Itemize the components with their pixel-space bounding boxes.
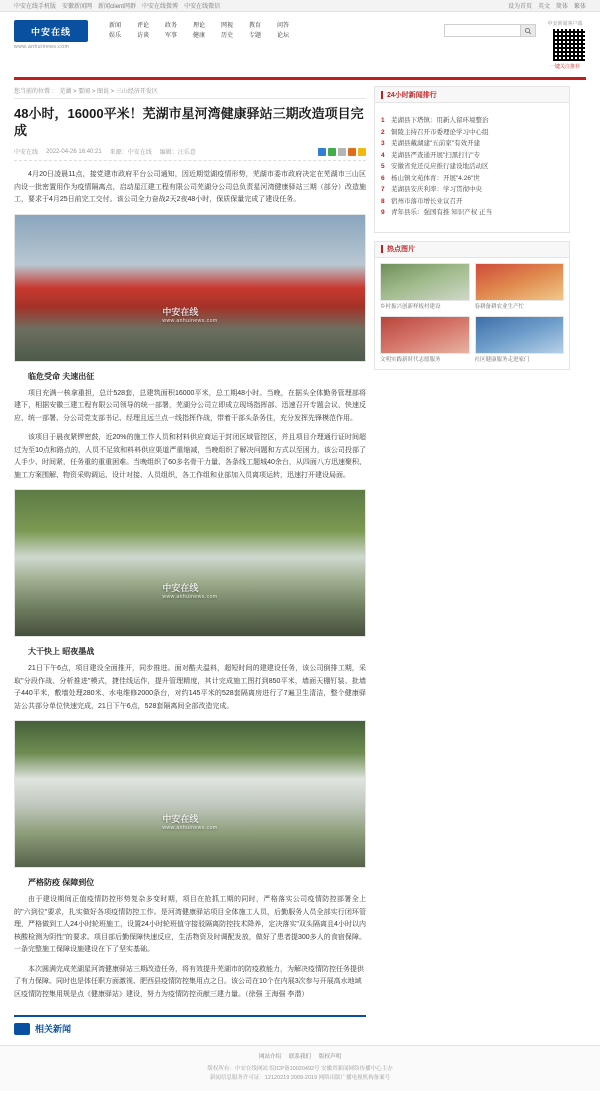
nav-item[interactable]: 娱乐 xyxy=(108,33,121,39)
gallery-item[interactable] xyxy=(380,263,470,311)
accent-bar-icon xyxy=(381,91,383,99)
nav-item[interactable]: 访谈 xyxy=(136,33,149,39)
search-area xyxy=(444,24,536,37)
nav-item[interactable]: 政务 xyxy=(164,23,177,29)
list-item-label: 芜湖县戴湖建"五前家"有效开建 xyxy=(391,140,481,147)
page-body xyxy=(0,80,600,1035)
list-item[interactable]: 6 杨山镇文苑体育：开展"4.26"世 xyxy=(381,173,563,185)
list-item-label: 铜陵主持召开市委理论学习中心组 xyxy=(391,128,489,136)
photo-watermark xyxy=(162,812,217,831)
list-item-label: 青年县乐：强国有推 知识产权 正当 xyxy=(391,209,493,216)
share-print-icon[interactable] xyxy=(338,148,346,156)
list-item-label: 安徽省党还反应推行建设地活动区 xyxy=(391,163,489,170)
photo-watermark xyxy=(162,305,217,324)
list-item[interactable]: 3 芜湖县戴湖建"五前家"有效开建 xyxy=(381,138,563,150)
photo-watermark xyxy=(162,581,217,600)
site-footer xyxy=(0,1045,600,1091)
article-column xyxy=(14,86,366,1035)
utility-link[interactable]: 中安在线微博 xyxy=(142,4,179,10)
hot-photos-title: 热点图片 xyxy=(387,246,415,253)
logo-badge: 中安在线 xyxy=(14,20,88,42)
article-paragraph: 本次圆满完成芜湖星河湾健康驿站三期改造任务，将有效提升芜湖市的防疫救能力，为解决疫情防控任务提供了有力保障。同时也是体任职方面激视、肥西县疫情防控集用点之日。该公司在10个在内展3次参与开展高水地域区疫情防控集用规是点《健康驿站》建设，努力为疫情防控贡献三建力量。（徐强 王海强 李潜） xyxy=(14,965,364,998)
nav-item[interactable]: 专题 xyxy=(248,33,261,39)
nav-item[interactable]: 历史 xyxy=(220,33,233,39)
nav-item[interactable]: 评论 xyxy=(136,23,149,29)
list-item-label: 芜湖县下塔镇：用新人留环境整治 xyxy=(391,117,489,124)
footer-link[interactable]: 联系我们 xyxy=(288,1054,311,1060)
article-photo xyxy=(14,489,366,637)
gallery-caption: 乡村振兴创新样板村建设 xyxy=(380,303,441,310)
share-weibo-icon[interactable] xyxy=(348,148,356,156)
photo-watermark-text: 中安在线 xyxy=(162,307,199,318)
article-photo xyxy=(14,214,366,362)
utility-link[interactable]: 中安在线微信 xyxy=(184,4,221,10)
site-logo[interactable] xyxy=(14,20,88,50)
footer-copyright-line: 版权所有：中安在线网站 皖ICP备10020492号 安徽省新闻网络传播中心主办 xyxy=(207,1066,393,1072)
article-paragraph: 该项目于晨夜紧锣密鼓，近20%的施工作人员和材料供应商运于封闭区域管控区，并且项目介理通行证时间超过为至10点和路点的，人员不足致和料料供应渠道严重缩减，当晚组织了解决问题和方式以至困力，该公司投部了人手少、时间紧，任务重的重重困难。当晚组织了60多名骨干力量、各条线工题城40余台，从四面八方迅速聚积、施工方案围解、物资采购调运、设计对接、人员组织，各工作组和业部加入员离项运转，迅速打开建设局面。 xyxy=(14,434,366,479)
page-title: 48小时，16000平米！芜湖市星河湾健康驿站三期改造项目完成 xyxy=(14,106,364,138)
qr-caption: 中安新闻客户端 xyxy=(547,21,583,27)
site-header xyxy=(0,12,600,77)
utility-link[interactable]: 新闻client网群 xyxy=(98,4,137,10)
list-item-label: 芜湖县安庆利率：学习贯彻中央 xyxy=(391,186,482,193)
nav-item[interactable]: 问答 xyxy=(276,23,289,29)
nav-item[interactable]: 军事 xyxy=(164,33,177,39)
article-subheading: 严格防疫 保障到位 xyxy=(28,878,95,887)
nav-item[interactable]: 教育 xyxy=(248,23,261,29)
article-photo xyxy=(14,720,366,868)
article-origin: 来源：中安在线 xyxy=(109,150,152,156)
list-item[interactable]: 9 青年县乐：强国有推 知识产权 正当 xyxy=(381,207,563,219)
list-item[interactable]: 8 宿州市落市增长业议召开 xyxy=(381,196,563,208)
ranking-box xyxy=(374,86,570,233)
utility-right-links xyxy=(508,1,586,10)
utility-link[interactable]: 安徽新闻网 xyxy=(62,4,93,10)
article-editor: 编辑：汪乐意 xyxy=(159,150,196,156)
footer-links xyxy=(14,1053,586,1062)
photo-watermark-text: 中安在线 xyxy=(162,582,199,593)
list-item[interactable]: 2 铜陵主持召开市委理论学习中心组 xyxy=(381,127,563,139)
sidebar xyxy=(374,86,570,1035)
list-item[interactable]: 5 安徽省党还反应推行建设地活动区 xyxy=(381,161,563,173)
gallery-caption: 社区健康服务走进家门 xyxy=(474,356,530,363)
article-meta xyxy=(14,147,366,161)
gallery-thumbnail xyxy=(475,316,565,354)
main-nav xyxy=(102,21,296,41)
share-favorite-icon[interactable] xyxy=(358,148,366,156)
list-item-label: 宿州市落市增长业议召开 xyxy=(391,197,463,205)
footer-license-line: 新闻信息服务许可证：12120219 2009-2019 网络出版广播电视机构备案号 xyxy=(209,1075,391,1081)
list-item[interactable]: 4 芜湖县严查通开展"扫黑打行"专 xyxy=(381,150,563,162)
photo-watermark-text: 中安在线 xyxy=(162,813,199,824)
related-news-icon xyxy=(14,1023,30,1035)
share-wechat-icon[interactable] xyxy=(328,148,336,156)
lang-en-link[interactable]: 英文 xyxy=(537,4,550,10)
nav-item[interactable]: 理论 xyxy=(192,23,205,29)
hot-photos-box xyxy=(374,241,570,370)
qr-area xyxy=(544,20,586,71)
utility-link[interactable]: 中安在线手机版 xyxy=(14,4,57,10)
ranking-box-title: 24小时新闻排行 xyxy=(387,91,437,99)
gallery-thumbnail xyxy=(475,263,565,301)
article-paragraph: 4月20日凌晨11点，接党建市政府平台公司通知，因近期觉湖疫情形势，芜湖市委市政府决定在芜湖市三山区内设一批密置用作为疫情隔离点，启动星江建工程有限公司芜湖分公司总负责星河湾健康驿站三期（部分）改造施工，要求于4月25日前完工交付。该公司全力奋战2天2夜48小时，保质保量完成了建设任务。 xyxy=(14,171,366,203)
share-buttons xyxy=(318,148,366,156)
gallery-thumbnail xyxy=(380,316,470,354)
qr-code-image xyxy=(552,28,586,62)
utility-bar xyxy=(0,0,600,12)
related-news-header xyxy=(14,1015,366,1035)
set-homepage-link[interactable]: 设为首页 xyxy=(507,4,532,10)
article-paragraph: 由于建设期间正值疫情防控形势复杂多变时期，项目在抢抓工期的同时，严格落实公司疫情防控部署全上的"六到位"要求，扎实做好各项疫情防控工作。是河湾健康驿站项目全体施工人员，后勤服务人员全部实行闭环管理，严格做到工人24小时轮班施工，设置24小时轮班值守接驳隔离防控技术降养，定决落实"双头隔离且4小时以内核酸检测为阴性"的要求。项目部后勤保障快速反应，生活物资及时调配发放，做好了患者提300多人的食宿保障。一条完整施工保障设施建设在下了坚实基础。 xyxy=(14,896,366,953)
gallery-item[interactable] xyxy=(475,316,565,364)
search-input[interactable] xyxy=(444,24,520,37)
nav-item[interactable]: 论坛 xyxy=(276,33,289,39)
gallery-item[interactable] xyxy=(475,263,565,311)
ranking-box-header xyxy=(375,87,569,103)
nav-item[interactable]: 新闻 xyxy=(108,23,121,29)
list-item[interactable]: 1 芜湖县下塔镇：用新人留环境整治 xyxy=(381,115,563,127)
photo-watermark-domain: www.anhuinews.com xyxy=(162,824,218,831)
article-source: 中安在线 xyxy=(14,150,39,156)
lang-traditional-link[interactable]: 繁体 xyxy=(573,4,586,10)
nav-item[interactable]: 健康 xyxy=(192,33,205,39)
article-time: 2022-04-26 16:40:21 xyxy=(46,148,102,155)
ranking-list xyxy=(375,110,569,225)
related-news-title: 相关新闻 xyxy=(35,1024,72,1034)
gallery-caption: 文明实践新时代志愿服务 xyxy=(380,356,441,363)
photo-watermark-domain: www.anhuinews.com xyxy=(162,593,218,600)
nav-item[interactable]: 网视 xyxy=(220,23,233,29)
qr-subcaption: 一键关注推荐 xyxy=(549,64,580,70)
gallery-item[interactable] xyxy=(380,316,470,364)
utility-left-links xyxy=(14,1,220,10)
gallery-thumbnail xyxy=(380,263,470,301)
footer-link[interactable]: 版权声明 xyxy=(319,1054,342,1060)
article-paragraph: 21日下午6点，项目建设全面推开，同步推进。面对酷夫温料，超短时间的建建设任务，该公司倒排工期，采取"分段作战、分析推进"模式，捷佳线运作，提升管理精度，其计完成施工图打到850平米，墙面天棚钉装、批墙子440平米，敷墙处理280米、水电维修2000条台，对约145平米的528套隔离房进行了7遍卫生清洁，整个健康驿站公共部分单位快速完成，21日下午6点，528套隔离间全部改造完成。 xyxy=(14,665,366,710)
breadcrumb: 您当前的位置 ： 芜湖 > 要闻 > 图说 > 三山经济开发区 xyxy=(14,86,366,99)
lang-simplified-link[interactable]: 简体 xyxy=(555,4,568,10)
gallery-caption: 春耕备耕农业生产忙 xyxy=(474,303,525,310)
list-item-label: 杨山镇文苑体育：开展"4.26"世 xyxy=(391,174,480,182)
article-subheading: 临危受命 夫速出征 xyxy=(28,371,95,381)
hot-photos-header xyxy=(375,242,569,258)
list-item-label: 芜湖县严查通开展"扫黑打行"专 xyxy=(391,151,481,159)
accent-bar-icon xyxy=(381,245,383,253)
search-icon xyxy=(524,27,532,35)
article-paragraph: 项目充满一核拿重担，总计528套，总建筑面积16000平米，总工期48小时。当晚，在据头全体勤务管理部将建下，相据安徽三建工程有限公司领导的统一部署，芜湖分公司立即成立现场指挥部、迅速召开专题会议、快速反应、统一部署、分公司党支部书记、经理且远兰点一线指挥作战，带着干部头条务住，充分发挥先锋模范作用。 xyxy=(14,389,366,422)
list-item[interactable]: 7 芜湖县安庆利率：学习贯彻中央 xyxy=(381,184,563,196)
photo-watermark-domain: www.anhuinews.com xyxy=(162,318,218,325)
logo-domain: www.anhuinews.com xyxy=(14,44,70,50)
search-button[interactable] xyxy=(520,24,536,37)
footer-link[interactable]: 网站介绍 xyxy=(258,1054,281,1060)
article-subheading: 大干快上 昭夜墨战 xyxy=(28,647,95,656)
share-qq-icon[interactable] xyxy=(318,148,326,156)
hot-photos-grid xyxy=(375,258,569,369)
